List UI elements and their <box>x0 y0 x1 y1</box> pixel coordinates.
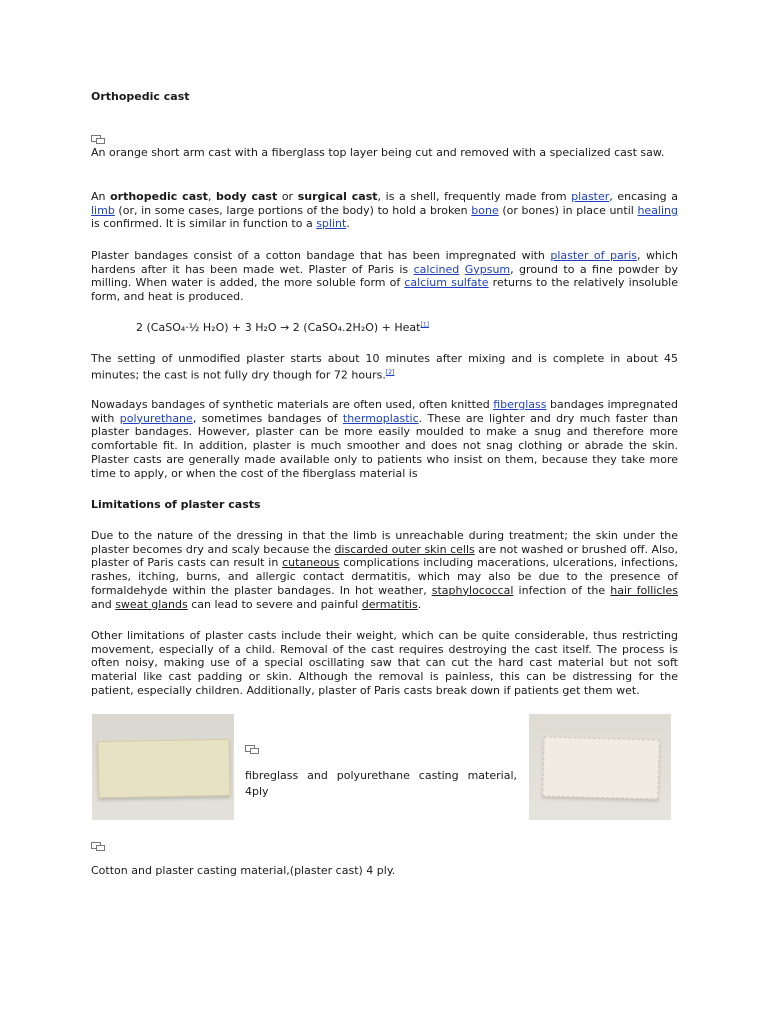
link-calcium-sulfate[interactable]: calcium sulfate <box>404 276 489 290</box>
page-title: Orthopedic cast <box>91 90 190 103</box>
paragraph-definition: An orthopedic cast, body cast or surgical cast, is a shell, frequently made from plaster, encasing a limb (or, in some cases, large portions of the body) to hold a broken bone (or bones) in place until healing is confirmed. It is similar in function to a splint. <box>91 190 679 231</box>
link-plaster[interactable]: plaster <box>571 190 610 203</box>
fiberglass-casting-material-image[interactable] <box>92 714 234 820</box>
paragraph-setting-time: The setting of unmodified plaster starts about 10 minutes after mixing and is complete in about 45 minutes; the cast is not fully dry though for 72 hours.[2] <box>91 352 678 382</box>
intro-caption: An orange short arm cast with a fiberglass top layer being cut and removed with a specialized cast saw. <box>91 146 665 159</box>
link-calcined[interactable]: calcined <box>413 262 460 276</box>
cotton-plaster-casting-material-image[interactable] <box>529 714 671 820</box>
link-bone[interactable]: bone <box>471 203 499 217</box>
link-plaster-of-paris[interactable]: plaster of paris <box>550 249 637 262</box>
enlarge-icon[interactable] <box>245 745 259 754</box>
link-limb[interactable]: limb <box>91 203 115 217</box>
link-thermoplastic[interactable]: thermoplastic <box>342 411 419 425</box>
link-gypsum[interactable]: Gypsum <box>464 262 511 276</box>
reference-1-link[interactable]: [1] <box>420 321 429 329</box>
paragraph-other-limitations: Other limitations of plaster casts include their weight, which can be quite considerable, thus restricting movement, especially of a child. Removal of the cast requires destroying the cast itself. The process is often noisy, making use of a special oscillating saw that can cut the hard cast material but not soft material like cast padding or skin. Although the removal is painless, this can be distressing for the patient, especially children. Additionally, plaster of Paris casts break down if patients get them wet. <box>91 629 678 697</box>
reference-2-link[interactable]: [2] <box>385 368 395 376</box>
enlarge-icon[interactable] <box>91 135 105 144</box>
cotton-caption: Cotton and plaster casting material,(plaster cast) 4 ply. <box>91 864 396 877</box>
enlarge-icon[interactable] <box>91 842 105 851</box>
link-splint[interactable]: splint <box>316 217 347 231</box>
paragraph-limitations: Due to the nature of the dressing in that the limb is unreachable during treatment; the skin under the plaster becomes dry and scaly because the discarded outer skin cells are not washed or brushed off. Also, plaster of Paris casts can result in cutaneous complications including macerations, ulcerations, infections, rashes, itching, burns, and allergic contact dermatitis, which may also be due to the presence of formaldehyde within the plaster bandages. In hot weather, staphylococcal infection of the hair follicles and sweat glands can lead to severe and painful dermatitis. <box>91 529 679 611</box>
link-polyurethane[interactable]: polyurethane <box>119 411 193 425</box>
link-healing[interactable]: healing <box>637 203 678 217</box>
link-fiberglass[interactable]: fiberglass <box>493 398 547 411</box>
section-heading: Limitations of plaster casts <box>91 498 261 511</box>
fiberglass-caption: fibreglass and polyurethane casting material, 4ply <box>245 769 517 798</box>
chemical-equation: 2 (CaSO₄·½ H₂O) + 3 H₂O → 2 (CaSO₄.2H₂O) + Heat[1] <box>136 321 429 334</box>
paragraph-synthetic-materials: Nowadays bandages of synthetic materials are often used, often knitted fiberglass bandages impregnated with polyurethane, sometimes bandages of thermoplastic. These are lighter and dry much faster than plaster bandages. However, plaster can be more easily moulded to make a snug and therefore more comfortable fit. In addition, plaster is much smoother and does not snag clothing or abrade the skin. Plaster casts are generally made available only to patients who insist on them, because they take more time to apply, or when the cost of the fiberglass material is <box>91 398 679 480</box>
paragraph-plaster-bandages: Plaster bandages consist of a cotton bandage that has been impregnated with plaster of paris, which hardens after it has been made wet. Plaster of Paris is calcined Gypsum, ground to a fine powder by milling. When water is added, the more soluble form of calcium sulfate returns to the relatively insoluble form, and heat is produced. <box>91 249 679 304</box>
